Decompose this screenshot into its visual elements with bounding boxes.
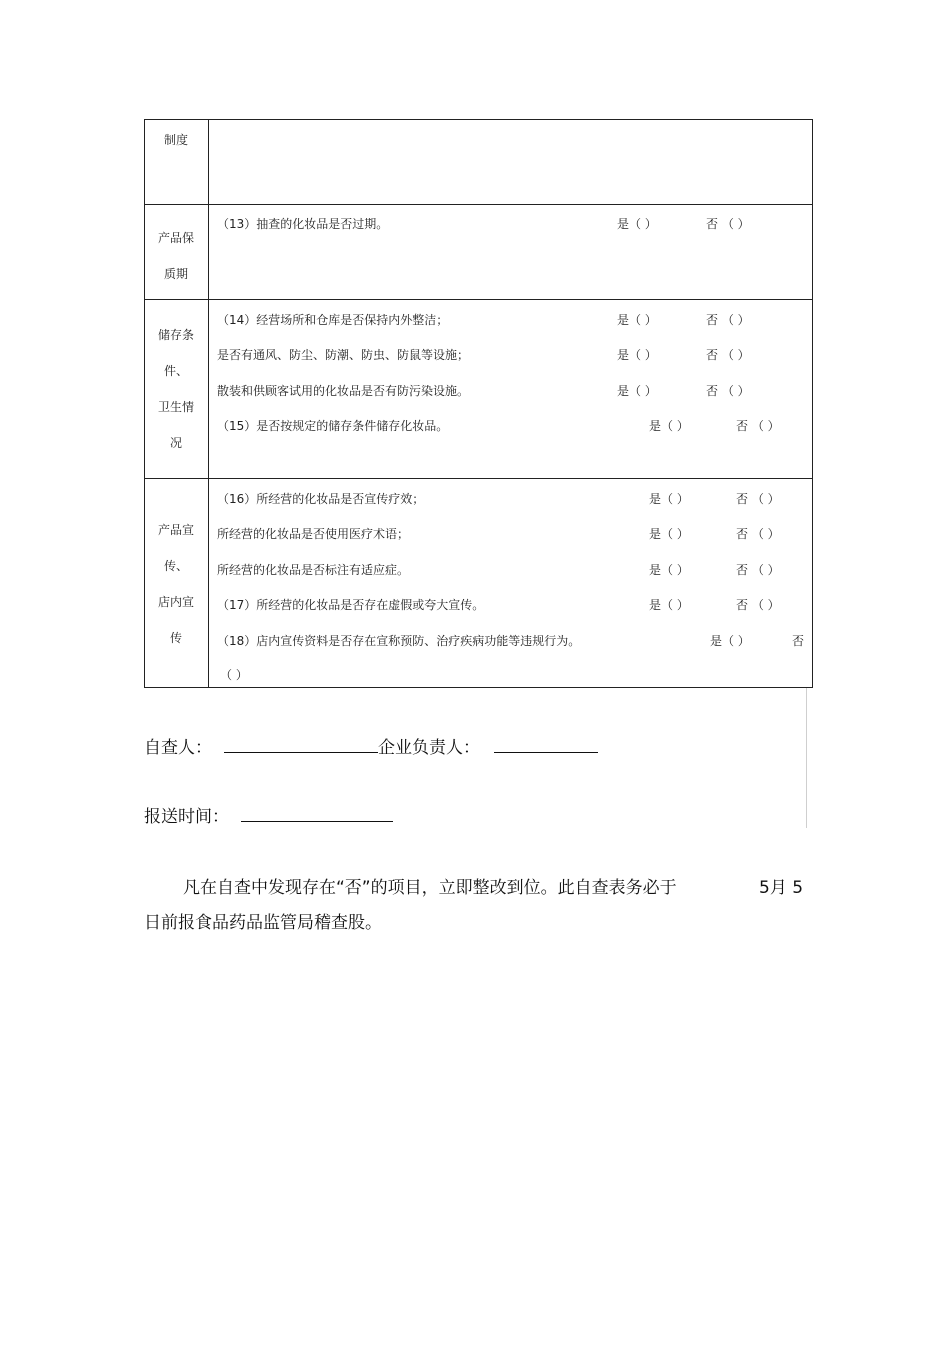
no-checkbox[interactable]: 否 （ ） [736, 492, 780, 506]
note-deadline: 5月 5 [759, 878, 804, 898]
row-label-line: 卫生情 [157, 400, 194, 414]
no-checkbox[interactable]: 否 （ ） [736, 563, 780, 577]
inspector-signature-field[interactable] [224, 736, 378, 753]
no-checkbox-continued[interactable]: （ ） [220, 668, 248, 682]
row-label-line: 件、 [163, 364, 188, 378]
row-label-line: 传 [169, 631, 182, 645]
row-label-system [146, 132, 206, 148]
row-label-line: 况 [169, 436, 182, 450]
yes-checkbox[interactable]: 是（ ） [649, 563, 689, 577]
checklist-item-14a: （14）经营场所和仓库是否保持内外整洁； [217, 313, 449, 327]
yes-checkbox[interactable]: 是（ ） [617, 313, 657, 327]
no-checkbox[interactable]: 否 （ ） [706, 217, 750, 231]
no-checkbox[interactable]: 否 （ ） [706, 384, 750, 398]
checklist-item-14c: 散装和供顾客试用的化妆品是否有防污染设施。 [217, 384, 470, 398]
note-line-1: 凡在自查中发现存在“否”的项目，立即整改到位。此自查表务必于 [183, 878, 677, 898]
no-checkbox[interactable]: 否 （ ） [706, 348, 750, 362]
yes-checkbox[interactable]: 是（ ） [649, 419, 689, 433]
no-checkbox[interactable]: 否 （ ） [736, 527, 780, 541]
no-checkbox[interactable]: 否 （ ） [736, 598, 780, 612]
no-checkbox[interactable]: 否 （ ） [706, 313, 750, 327]
manager-signature-field[interactable] [494, 736, 598, 753]
row-label-line: 质期 [163, 267, 188, 281]
row-label-line: 制度 [163, 133, 188, 147]
manager-label: 企业负责人： [378, 738, 480, 758]
row-label-line: 储存条 [157, 328, 194, 342]
yes-checkbox[interactable]: 是（ ） [710, 634, 750, 648]
signature-row [144, 736, 598, 759]
checklist-item-16a: （16）所经营的化妆品是否宣传疗效； [217, 492, 425, 506]
checklist-item-16b: 所经营的化妆品是否使用医疗术语； [217, 527, 410, 541]
checklist-item-16c: 所经营的化妆品是否标注有适应症。 [217, 563, 410, 577]
yes-checkbox[interactable]: 是（ ） [617, 384, 657, 398]
checklist-item-15: （15）是否按规定的储存条件储存化妆品。 [217, 419, 449, 433]
inspector-label: 自查人： [144, 738, 212, 758]
row-label-line: 店内宣 [157, 595, 194, 609]
row-label-shelf-life [146, 220, 206, 292]
yes-checkbox[interactable]: 是（ ） [649, 492, 689, 506]
row-label-line: 产品宣 [157, 523, 194, 537]
yes-checkbox[interactable]: 是（ ） [617, 217, 657, 231]
table-row-divider [144, 299, 813, 300]
checklist-item-13: （13）抽查的化妆品是否过期。 [217, 217, 389, 231]
date-label: 报送时间： [144, 807, 229, 827]
yes-checkbox[interactable]: 是（ ） [649, 598, 689, 612]
no-checkbox[interactable]: 否 （ ） [736, 419, 780, 433]
yes-checkbox[interactable]: 是（ ） [617, 348, 657, 362]
date-row [144, 805, 393, 828]
table-row-divider [144, 204, 813, 205]
row-label-line: 传、 [163, 559, 188, 573]
row-label-promotion [146, 512, 206, 656]
checklist-item-14b: 是否有通风、防尘、防潮、防虫、防鼠等设施； [217, 348, 470, 362]
note-line-2: 日前报食品药品监管局稽查股。 [144, 913, 382, 933]
no-checkbox[interactable]: 否 [792, 634, 805, 648]
yes-checkbox[interactable]: 是（ ） [649, 527, 689, 541]
row-label-storage-hygiene [146, 317, 206, 461]
date-field[interactable] [241, 805, 393, 822]
table-row-divider [144, 478, 813, 479]
row-label-line: 产品保 [157, 231, 194, 245]
page-divider [806, 688, 807, 828]
checklist-item-17: （17）所经营的化妆品是否存在虚假或夸大宣传。 [217, 598, 485, 612]
checklist-item-18: （18）店内宣传资料是否存在宣称预防、治疗疾病功能等违规行为。 [217, 634, 581, 648]
